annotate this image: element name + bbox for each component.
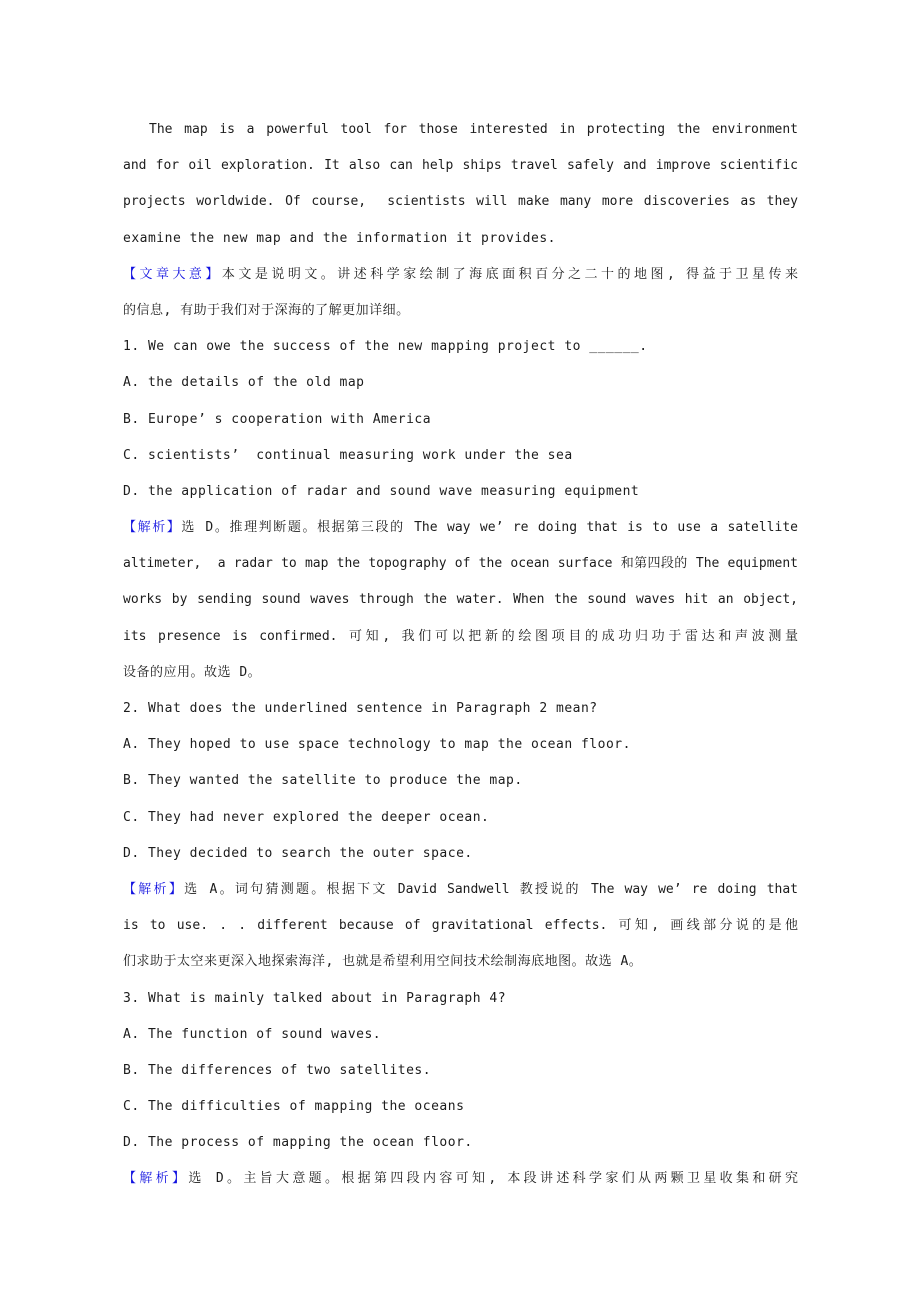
line-text: 选 A。词句猜测题。根据下文 David Sandwell 教授说的 The way we’ re doing that (184, 881, 798, 897)
analysis-1-line-5 (123, 655, 798, 691)
question-3-option-c (123, 1089, 798, 1125)
analysis-1-line-2 (123, 546, 798, 582)
line-text: B. Europe’ s cooperation with America (123, 411, 432, 427)
line-text: D. The process of mapping the ocean floor. (123, 1135, 473, 1151)
line-text: 选 D。主旨大意题。根据第四段内容可知, 本段讲述科学家们从两颗卫星收集和研究 (188, 1171, 798, 1187)
question-2 (123, 691, 798, 727)
line-text: The map is a powerful tool for those interested in protecting the environment (149, 122, 798, 137)
line-text: and for oil exploration. It also can help ships travel safely and improve scientific (123, 158, 798, 174)
line-text: 们求助于太空来更深入地探索海洋, 也就是希望利用空间技术绘制海底地图。故选 A。 (123, 954, 643, 970)
question-2-option-a (123, 727, 798, 763)
analysis-2-line-2 (123, 908, 798, 944)
analysis-1-line-4 (123, 619, 798, 655)
line-text: 设备的应用。故选 D。 (123, 664, 262, 680)
line-text: C. The difficulties of mapping the oceans (123, 1099, 465, 1115)
line-text: A. The function of sound waves. (123, 1026, 382, 1042)
line-text: 选 D。推理判断题。根据第三段的 The way we’ re doing that is to use a satellite (181, 520, 798, 536)
line-text: D. They decided to search the outer space. (123, 845, 473, 861)
analysis-label: 【解析】 (123, 520, 182, 536)
question-1-option-a (123, 365, 798, 401)
question-1-option-d (123, 474, 798, 510)
analysis-label: 【解析】 (123, 881, 185, 897)
line-text: 3. What is mainly talked about in Paragraph 4? (123, 990, 507, 1006)
question-3-option-d (123, 1125, 798, 1161)
line-text: 的信息, 有助于我们对于深海的了解更加详细。 (123, 302, 410, 318)
line-text: C. They had never explored the deeper ocean. (123, 809, 490, 825)
question-1-option-b (123, 402, 798, 438)
line-text: A. They hoped to use space technology to map the ocean floor. (123, 737, 631, 753)
analysis-2-line-3 (123, 944, 798, 980)
line-text: 2. What does the underlined sentence in Paragraph 2 mean? (123, 701, 598, 716)
line-text: B. They wanted the satellite to produce the map. (123, 773, 523, 789)
line-text: works by sending sound waves through the water. When the sound waves hit an object, (123, 592, 798, 608)
line-text: examine the new map and the information it provides. (123, 230, 556, 246)
analysis-1-line-1 (123, 510, 798, 546)
analysis-label: 【解析】 (123, 1171, 189, 1187)
summary-label: 【文章大意】 (123, 266, 222, 282)
line-text: D. the application of radar and sound wave measuring equipment (123, 483, 640, 499)
passage-line-1 (123, 112, 798, 148)
line-text: B. The differences of two satellites. (123, 1062, 432, 1078)
question-1 (123, 329, 798, 365)
analysis-1-line-3 (123, 582, 798, 618)
passage-line-4 (123, 221, 798, 257)
analysis-2-line-1 (123, 872, 798, 908)
line-text: its presence is confirmed. 可知, 我们可以把新的绘图项目的成功归功于雷达和声波测量 (123, 628, 798, 644)
line-text: C. scientists’ continual measuring work under the sea (123, 447, 573, 463)
question-2-option-d (123, 836, 798, 872)
line-text: A. the details of the old map (123, 375, 365, 391)
line-text: altimeter, a radar to map the topography of the ocean surface 和第四段的 The equipment (123, 556, 798, 572)
question-2-option-c (123, 800, 798, 836)
line-text: is to use. . . different because of gravitational effects. 可知, 画线部分说的是他 (123, 918, 798, 934)
question-3-option-a (123, 1017, 798, 1053)
analysis-3-line-1 (123, 1161, 798, 1197)
question-3-option-b (123, 1053, 798, 1089)
question-1-option-c (123, 438, 798, 474)
summary-line-2 (123, 293, 798, 329)
passage-line-2 (123, 148, 798, 184)
question-2-option-b (123, 763, 798, 799)
line-text: projects worldwide. Of course, scientists will make many more discoveries as they (123, 194, 798, 210)
line-text: 本文是说明文。讲述科学家绘制了海底面积百分之二十的地图, 得益于卫星传来 (221, 266, 798, 282)
summary-line-1 (123, 257, 798, 293)
question-3 (123, 981, 798, 1017)
line-text: 1. We can owe the success of the new mapping project to ______. (123, 339, 648, 355)
passage-line-3 (123, 184, 798, 220)
